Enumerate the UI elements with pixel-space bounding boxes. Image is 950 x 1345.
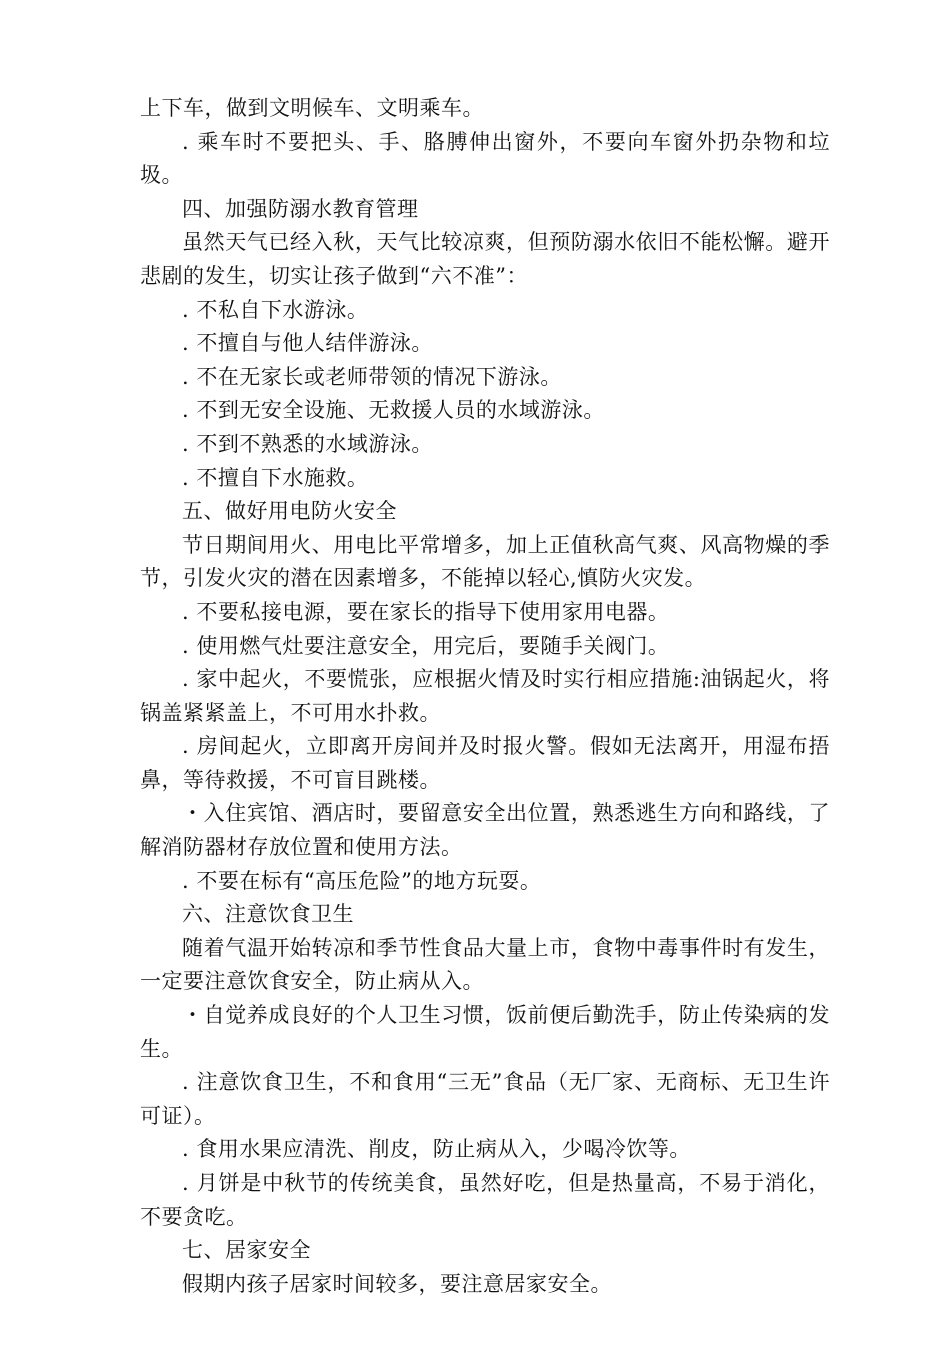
drowning-intro-paragraph: 虽然天气已经入秋，天气比较凉爽，但预防溺水依旧不能松懈。避开悲剧的发生，切实让孩子做到“六不准”： (140, 230, 830, 288)
document-body (140, 92, 830, 1301)
section-heading-home-safety: 七、居家安全 (182, 1238, 311, 1263)
food-hygiene-item: . 月饼是中秋节的传统美食，虽然好吃，但是热量高，不易于消化，不要贪吃。 (140, 1171, 830, 1229)
food-hygiene-item: ・自觉养成良好的个人卫生习惯，饭前便后勤洗手，防止传染病的发生。 (140, 1003, 830, 1061)
section-heading-drowning: 四、加强防溺水教育管理 (182, 196, 419, 221)
food-hygiene-item: . 食用水果应清洗、削皮，防止病从入，少喝冷饮等。 (182, 1137, 691, 1162)
drowning-rule-item: . 不私自下水游泳。 (182, 297, 369, 322)
home-safety-paragraph: 假期内孩子居家时间较多，要注意居家安全。 (182, 1271, 612, 1296)
bus-safety-item: . 乘车时不要把头、手、胳膊伸出窗外，不要向车窗外扔杂物和垃圾。 (140, 129, 830, 188)
food-hygiene-item: . 注意饮食卫生，不和食用“三无”食品（无厂家、无商标、无卫生许可证）。 (140, 1070, 830, 1128)
section-heading-fire-safety: 五、做好用电防火安全 (182, 499, 397, 524)
fire-safety-item: ・入住宾馆、酒店时，要留意安全出位置，熟悉逃生方向和路线，了解消防器材存放位置和使用方法。 (140, 801, 830, 860)
fire-safety-intro-paragraph: 节日期间用火、用电比平常增多，加上正值秋高气爽、风高物燥的季节，引发火灾的潜在因素增多，不能掉以轻心,慎防火灾发。 (140, 532, 830, 591)
drowning-rule-item: . 不擅自下水施救。 (182, 465, 369, 490)
fire-safety-item: . 家中起火，不要慌张，应根据火情及时实行相应措施:油锅起火，将锅盖紧紧盖上，不可用水扑救。 (140, 667, 830, 725)
drowning-rule-item: . 不在无家长或老师带领的情况下游泳。 (182, 364, 562, 389)
drowning-rule-item: . 不擅自与他人结伴游泳。 (182, 331, 433, 356)
fire-safety-item: . 不要在标有“高压危险”的地方玩耍。 (182, 868, 542, 893)
section-heading-food-hygiene: 六、注意饮食卫生 (182, 902, 354, 927)
fire-safety-item: . 房间起火，立即离开房间并及时报火警。假如无法离开，用湿布捂鼻，等待救援，不可盲目跳楼。 (140, 734, 830, 792)
fire-safety-item: . 不要私接电源，要在家长的指导下使用家用电器。 (182, 599, 670, 624)
paragraph-continuation: 上下车，做到文明候车、文明乘车。 (140, 96, 484, 120)
drowning-rule-item: . 不到无安全设施、无救援人员的水域游泳。 (182, 398, 605, 423)
fire-safety-item: . 使用燃气灶要注意安全，用完后，要随手关阀门。 (182, 633, 670, 658)
drowning-rule-item: . 不到不熟悉的水域游泳。 (182, 431, 433, 456)
food-hygiene-intro-paragraph: 随着气温开始转凉和季节性食品大量上市，食物中毒事件时有发生，一定要注意饮食安全，防止病从入。 (140, 935, 830, 994)
